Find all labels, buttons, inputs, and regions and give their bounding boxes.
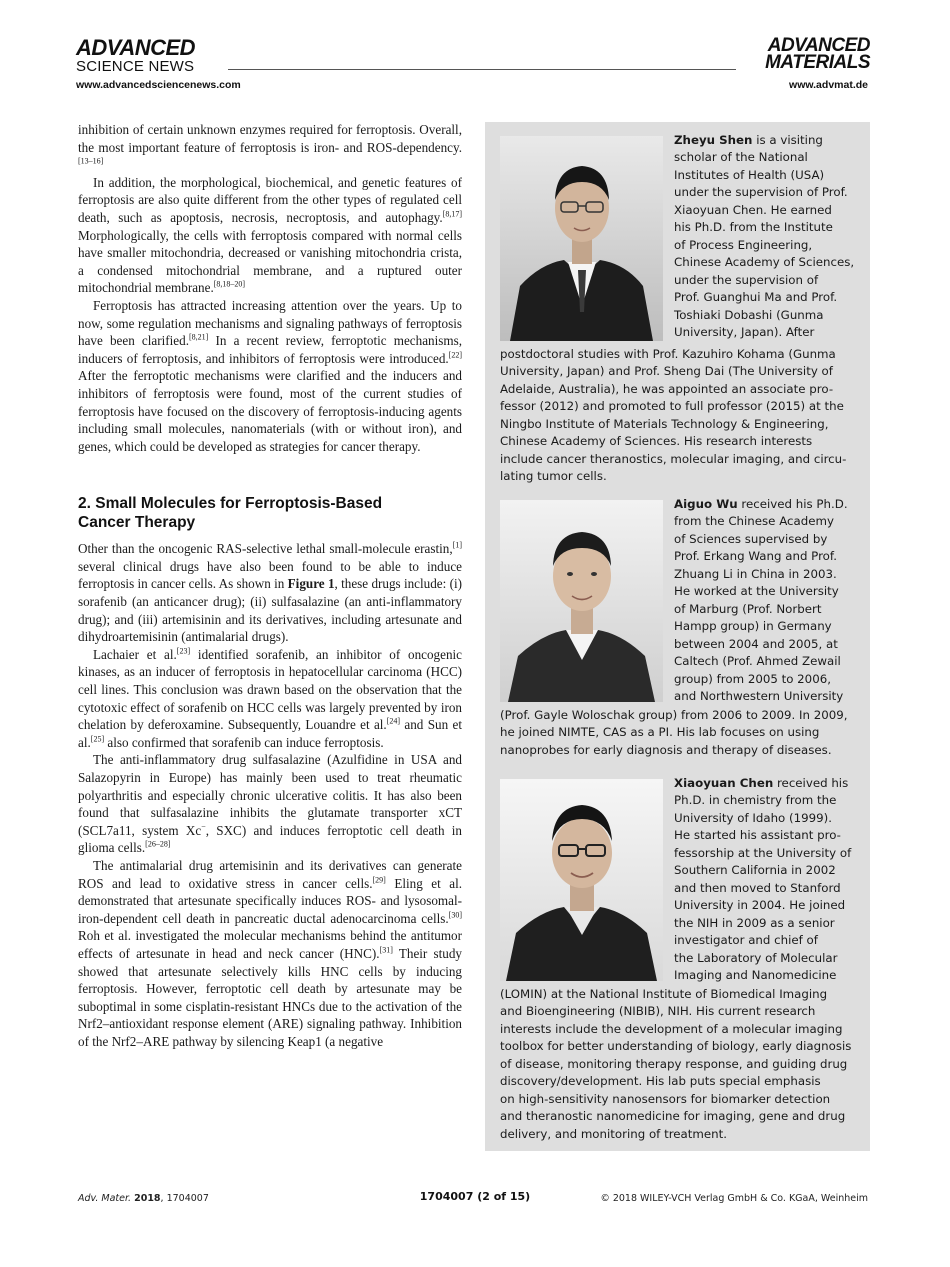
bio-line: discovery/development. His lab puts special emphasis bbox=[500, 1074, 821, 1089]
citation[interactable]: [29] bbox=[372, 875, 386, 885]
author-name: Aiguo Wu bbox=[674, 497, 738, 511]
bio-text-bottom bbox=[500, 346, 857, 486]
bio-line: Imaging and Nanomedicine bbox=[674, 967, 837, 982]
paragraph-text: After the ferroptotic mechanisms were clarified and the inducers and inhibitors of ferroptosis were found, most of the current studies of ferroptosis have focused on the discovery of ferroptosis-inducing agents including small molecules, nanomaterials (with or without iron), and genes, which could be developed as strategies for cancer therapy. bbox=[78, 368, 462, 454]
bio-line: Adelaide, Australia), he was appointed an associate pro- bbox=[500, 381, 834, 396]
paragraph-text: Roh et al. investigated the molecular mechanisms behind the antitumor effects of artesunate in head and neck cancer (HNC). bbox=[78, 928, 462, 961]
bio-line: received his bbox=[773, 776, 849, 790]
paragraph-text: Other than the oncogenic RAS-selective lethal small-molecule erastin, bbox=[78, 541, 453, 557]
journal-url[interactable]: www.advmat.de bbox=[789, 79, 868, 91]
bio-line: and then moved to Stanford bbox=[674, 880, 841, 895]
journal-logo-line-1: ADVANCED bbox=[767, 35, 870, 56]
bio-line: Institutes of Health (USA) bbox=[674, 167, 825, 182]
bio-line: fessor (2012) and promoted to full professor (2015) at the bbox=[500, 399, 844, 414]
bio-line: and theranostic nanomedicine for imaging, gene and drug bbox=[500, 1109, 846, 1124]
citation[interactable]: [24] bbox=[386, 716, 401, 726]
citation[interactable]: [8,17] bbox=[442, 209, 462, 219]
citation[interactable]: [26–28] bbox=[145, 840, 171, 849]
bio-line: scholar of the National bbox=[674, 150, 808, 165]
journal-logo-line-2: MATERIALS bbox=[765, 52, 870, 73]
paragraph-text: Morphologically, the cells with ferroptosis compared with normal cells have smaller mitochondria, decreased or vanishing mitochondria crista, a condensed mitochondrial membrane, and a ruptured outer mitochondrial membrane. bbox=[78, 227, 462, 296]
citation[interactable]: [30] bbox=[448, 910, 462, 920]
paragraph-text: and Sun et al. bbox=[78, 717, 462, 750]
bio-line: the Laboratory of Molecular bbox=[674, 950, 838, 965]
bio-line: Prof. Erkang Wang and Prof. bbox=[674, 549, 837, 564]
section-heading bbox=[78, 494, 462, 532]
author-bio bbox=[500, 496, 857, 766]
page-number: 1704007 (2 of 15) bbox=[419, 1190, 531, 1203]
paragraph bbox=[78, 297, 462, 455]
paragraph-text: Eling et al. demonstrated that artesunate specifically induces ROS- and lysosomal-iron-dependent cell death in pancreatic ductal adenocarcinoma cells. bbox=[78, 875, 463, 926]
bio-line: include cancer theranostics, molecular imaging, and circu- bbox=[500, 451, 847, 466]
bio-line: Ningbo Institute of Materials Technology & Engineering, bbox=[500, 416, 829, 431]
bio-line: Toshiaki Dobashi (Gunma bbox=[674, 307, 824, 322]
citation[interactable]: [25] bbox=[90, 734, 105, 744]
author-photo bbox=[500, 500, 663, 702]
publisher-url[interactable]: www.advancedsciencenews.com bbox=[76, 79, 241, 91]
bio-line: and Bioengineering (NIBIB), NIH. His current research bbox=[500, 1004, 816, 1019]
bio-text-top bbox=[674, 132, 864, 341]
bio-line: lating tumor cells. bbox=[500, 469, 607, 484]
author-bio bbox=[500, 132, 857, 492]
paragraph bbox=[78, 646, 462, 752]
bio-line: (LOMIN) at the National Institute of Biomedical Imaging bbox=[500, 987, 828, 1001]
bio-line: Caltech (Prof. Ahmed Zewail bbox=[674, 654, 841, 669]
bio-line: under the supervision of bbox=[674, 272, 819, 287]
author-bio bbox=[500, 775, 857, 1147]
bio-line: University of Idaho (1999). bbox=[674, 810, 832, 825]
bio-text-top bbox=[674, 775, 864, 984]
bio-line: (Prof. Gayle Woloschak group) from 2006 to 2009. In 2009, bbox=[500, 708, 848, 722]
bio-line: investigator and chief of bbox=[674, 933, 818, 948]
author-photo bbox=[500, 779, 663, 981]
citation[interactable]: [13–16] bbox=[78, 156, 104, 166]
bio-line: under the supervision of Prof. bbox=[674, 185, 848, 200]
paragraph-text: several clinical drugs have also been found to be able to induce ferroptosis in cancer cells. As shown in bbox=[78, 558, 462, 592]
journal-year: 2018 bbox=[134, 1193, 161, 1204]
bio-line: Ph.D. in chemistry from the bbox=[674, 793, 837, 808]
section-heading-line: Cancer Therapy bbox=[78, 514, 196, 532]
bio-line: of disease, monitoring therapy response, and guiding drug bbox=[500, 1056, 848, 1071]
figure-reference[interactable]: Figure 1 bbox=[287, 576, 335, 592]
paragraph bbox=[78, 121, 462, 174]
bio-line: Chinese Academy of Sciences. His research interests bbox=[500, 434, 813, 449]
portrait-image bbox=[500, 500, 663, 702]
paragraph-text: Their study showed that artesunate selectively kills HNC cells by inducing ferroptosis. However, ferroptotic cell death by artesunate may be suboptimal in some cisplatin-resistant HNCs due to the activation of the Nrf2–antioxidant response element (ARE) signaling pathway. Inhibition of the Nrf2–ARE pathway by silencing Keap1 (a negative bbox=[78, 945, 462, 1049]
bio-line: He worked at the University bbox=[674, 584, 839, 599]
bio-line: nanoprobes for early diagnosis and therapy of diseases. bbox=[500, 742, 832, 757]
bio-text-top bbox=[674, 496, 864, 705]
paragraph-text: also confirmed that sorafenib can induce ferroptosis. bbox=[104, 734, 384, 750]
bio-line: from the Chinese Academy bbox=[674, 514, 834, 529]
article-column bbox=[78, 121, 462, 1051]
bio-line: Prof. Guanghui Ma and Prof. bbox=[674, 290, 838, 305]
bio-line: is a visiting bbox=[752, 133, 823, 147]
citation[interactable]: [23] bbox=[176, 646, 191, 656]
bio-line: Southern California in 2002 bbox=[674, 863, 836, 878]
citation[interactable]: [1] bbox=[452, 540, 462, 550]
bio-line: interests include the development of a molecular imaging bbox=[500, 1021, 843, 1036]
bio-line: University, Japan). After bbox=[674, 324, 815, 339]
section-heading-line: 2. Small Molecules for Ferroptosis-Based bbox=[78, 495, 383, 513]
bio-line: University, Japan) and Prof. Sheng Dai (The University of bbox=[500, 364, 833, 379]
bio-line: of Sciences supervised by bbox=[674, 531, 828, 546]
bio-line: Xiaoyuan Chen. He earned bbox=[674, 202, 832, 217]
paragraph-text: identified sorafenib, an inhibitor of oncogenic kinases, as an inducer of ferroptosis in hepatocellular carcinoma (HCC) cell lines. This conclusion was drawn based on the observation that the cytotoxic effect of sorafenib on HCC cells was largely prevented by iron chelation by deferoxamine. Subsequently, Louandre et al. bbox=[78, 646, 463, 733]
bio-line: fessorship at the University of bbox=[674, 845, 852, 860]
paragraph bbox=[78, 857, 462, 1051]
bio-line: he joined NIMTE, CAS as a PI. His lab focuses on using bbox=[500, 725, 820, 740]
bio-line: his Ph.D. from the Institute bbox=[674, 220, 833, 235]
author-photo bbox=[500, 136, 663, 341]
bio-line: He started his assistant pro- bbox=[674, 828, 841, 843]
paragraph bbox=[78, 540, 462, 646]
logo-line-2: SCIENCE NEWS bbox=[76, 58, 195, 75]
author-name: Zheyu Shen bbox=[674, 133, 753, 147]
bio-line: group) from 2005 to 2006, bbox=[674, 671, 831, 686]
article-number: , 1704007 bbox=[160, 1193, 209, 1204]
bio-line: Hampp group) in Germany bbox=[674, 619, 832, 634]
citation[interactable]: [8,18–20] bbox=[213, 279, 246, 289]
bio-line: Zhuang Li in China in 2003. bbox=[674, 566, 837, 581]
bio-line: University in 2004. He joined bbox=[674, 898, 846, 913]
bio-line: of Marburg (Prof. Norbert bbox=[674, 601, 822, 616]
citation[interactable]: [22] bbox=[448, 350, 462, 360]
paragraph-text: In addition, the morphological, biochemical, and genetic features of ferroptosis are also quite different from the other types of regulated cell death, such as apoptosis, necrosis, necroptosis, and autophagy. bbox=[78, 174, 462, 225]
bio-line: of Process Engineering, bbox=[674, 237, 813, 252]
bio-line: delivery, and monitoring of treatment. bbox=[500, 1126, 728, 1141]
paragraph-text: , these drugs include: (i) sorafenib (an anticancer drug); (ii) sulfasalazine (an anti-inflammatory drug); and (iii) artemisinin and its derivatives, including artesunate and dihydroartemisinin (antimalarial drugs). bbox=[78, 576, 462, 645]
bio-line: toolbox for better understanding of biology, early diagnosis bbox=[500, 1039, 852, 1054]
citation[interactable]: [31] bbox=[379, 945, 393, 955]
bio-line: the NIH in 2009 as a senior bbox=[674, 915, 835, 930]
paragraph-text: inhibition of certain unknown enzymes required for ferroptosis. Overall, the most important feature of ferroptosis is iron- and ROS-dependency. bbox=[78, 122, 462, 155]
logo-line-1: ADVANCED bbox=[76, 35, 196, 60]
header-rule bbox=[228, 69, 736, 70]
journal-name: Adv. Mater. bbox=[78, 1193, 132, 1204]
portrait-image bbox=[500, 779, 663, 981]
bio-line: postdoctoral studies with Prof. Kazuhiro Kohama (Gunma bbox=[500, 347, 836, 361]
publisher-logo bbox=[76, 35, 246, 75]
paragraph-text: In a recent review, ferroptotic mechanisms, inducers of ferroptosis, and inhibitors of ferroptosis were introduced. bbox=[78, 333, 462, 366]
journal-logo bbox=[765, 35, 870, 73]
citation[interactable]: [8,21] bbox=[188, 332, 209, 342]
bio-line: received his Ph.D. bbox=[737, 497, 848, 511]
paragraph-text: The antimalarial drug artemisinin and its derivatives can generate ROS and lead to oxidative stress in cancer cells. bbox=[78, 857, 462, 891]
bio-line: between 2004 and 2005, at bbox=[674, 636, 838, 651]
paragraph-text: Lachaier et al. bbox=[93, 646, 177, 662]
paragraph-text: The anti-inflammatory drug sulfasalazine (Azulfidine in USA and Salazopyrin in Europe) has mainly been used to treat rheumatic polyarthritis and especially chronic ulcerative colitis. It has also been found that sulfasalazine inhibits the glutamate transporter xCT (SCL7a11, system Xc bbox=[78, 752, 462, 838]
paragraph-text: Ferroptosis has attracted increasing attention over the years. Up to now, some regulation mechanisms and signaling pathways of ferroptosis have been clarified. bbox=[78, 297, 462, 349]
paragraph bbox=[78, 174, 462, 297]
superscript: − bbox=[201, 822, 206, 832]
paragraph-text: , SXC) and induces ferroptotic cell death in glioma cells. bbox=[78, 822, 463, 856]
portrait-image bbox=[500, 136, 663, 341]
bio-line: and Northwestern University bbox=[674, 688, 844, 703]
bio-text-bottom bbox=[500, 707, 857, 759]
author-name: Xiaoyuan Chen bbox=[674, 776, 774, 790]
paragraph bbox=[78, 751, 462, 857]
bio-text-bottom bbox=[500, 986, 857, 1143]
author-bio-box bbox=[485, 122, 870, 1151]
copyright: © 2018 WILEY-VCH Verlag GmbH & Co. KGaA, Weinheim bbox=[600, 1193, 868, 1204]
bio-line: Chinese Academy of Sciences, bbox=[674, 255, 855, 270]
bio-line: on high-sensitivity nanosensors for biomarker detection bbox=[500, 1091, 831, 1106]
